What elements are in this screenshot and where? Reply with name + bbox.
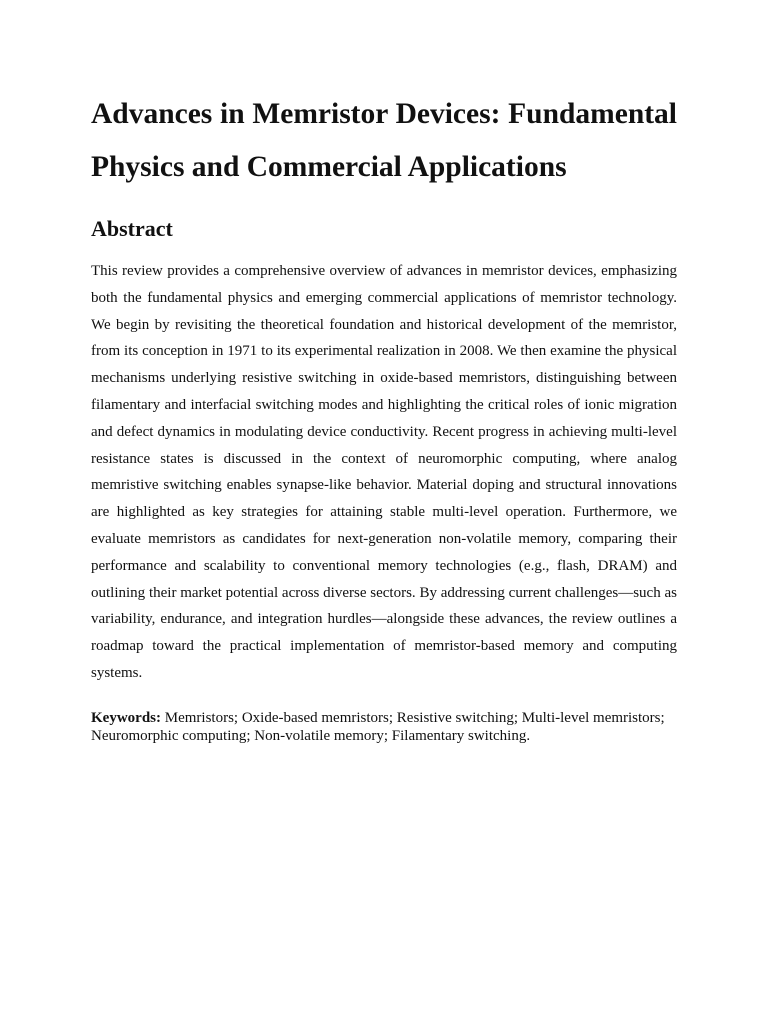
keywords-text: Memristors; Oxide-based memristors; Resistive switching; Multi-level memristors; Neuromorphic computing; Non-volatile memory; Filamentary switching. [91,709,665,744]
keywords [91,709,677,745]
paper-title: Advances in Memristor Devices: Fundamental Physics and Commercial Applications [91,98,677,183]
paper-page [91,88,677,745]
abstract-text: This review provides a comprehensive overview of advances in memristor devices, emphasizing both the fundamental physics and emerging commercial applications of memristor technology. We begin by revisiting the theoretical foundation and historical development of the memristor, from its conception in 1971 to its experimental realization in 2008. We then examine the physical mechanisms underlying resistive switching in oxide-based memristors, distinguishing between filamentary and interfacial switching modes and highlighting the critical roles of ionic migration and defect dynamics in modulating device conductivity. Recent progress in achieving multi-level resistance states is discussed in the context of neuromorphic computing, where analog memristive switching enables synapse-like behavior. Material doping and structural innovations are highlighted as key strategies for attaining stable multi-level operation. Furthermore, we evaluate memristors as candidates for next-generation non-volatile memory, comparing their performance and scalability to conventional memory technologies (e.g., flash, DRAM) and outlining their market potential across diverse sectors. By addressing current challenges—such as variability, endurance, and integration hurdles—alongside these advances, the review outlines a roadmap toward the practical implementation of memristor-based memory and computing systems. [91,263,677,681]
abstract-heading: Abstract [91,216,173,241]
keywords-label: Keywords: [91,709,161,726]
